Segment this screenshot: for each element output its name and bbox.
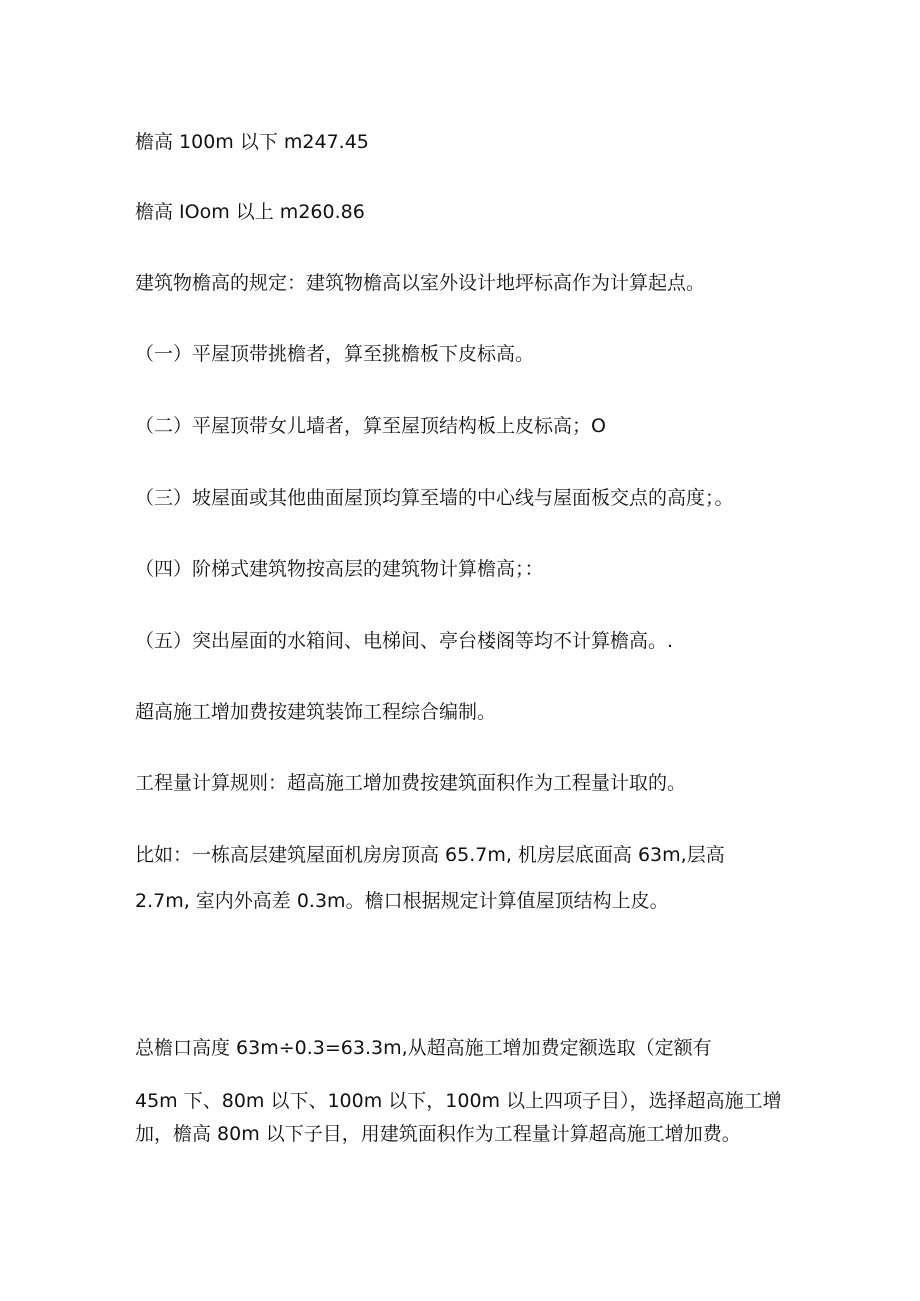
text-line-quota-options: 45m 下、80m 以下、100m 以下，100m 以上四项子目），选择超高施工增: [135, 1090, 782, 1112]
text-line-example-part-2: 2.7m, 室内外高差 0.3m。檐口根据规定计算值屋顶结构上皮。: [135, 890, 669, 912]
text-line-eave-height-above-100m: 檐高 IOom 以上 m260.86: [135, 201, 365, 223]
text-line-rule-item-1: （一）平屋顶带挑檐者，算至挑檐板下皮标高。: [135, 343, 535, 365]
text-line-eave-height-below-100m: 檐高 100m 以下 m247.45: [135, 131, 369, 153]
text-line-rule-item-2: （二）平屋顶带女儿墙者，算至屋顶结构板上皮标高；O: [135, 415, 606, 437]
text-line-rule-item-3: （三）坡屋面或其他曲面屋顶均算至墙的中心线与屋面板交点的高度；。: [135, 487, 734, 509]
text-line-total-eave-height: 总檐口高度 63m÷0.3=63.3m,从超高施工增加费定额选取（定额有: [135, 1037, 712, 1059]
text-line-calculation-rule: 工程量计算规则：超高施工增加费按建筑面积作为工程量计取的。: [135, 772, 687, 794]
text-line-rule-item-5: （五）突出屋面的水箱间、电梯间、亭台楼阁等均不计算檐高。.: [135, 630, 674, 652]
text-line-example-part-1: 比如：一栋高层建筑屋面机房房顶高 65.7m, 机房层底面高 63m,层高: [135, 844, 725, 866]
text-line-eave-height-rule: 建筑物檐高的规定：建筑物檐高以室外设计地坪标高作为计算起点。: [135, 272, 706, 294]
text-line-selection-result: 加，檐高 80m 以下子目，用建筑面积作为工程量计算超高施工增加费。: [135, 1123, 741, 1145]
text-line-cost-compilation: 超高施工增加费按建筑装饰工程综合编制。: [135, 701, 497, 723]
text-line-rule-item-4: （四）阶梯式建筑物按高层的建筑物计算檐高；：: [135, 558, 544, 580]
